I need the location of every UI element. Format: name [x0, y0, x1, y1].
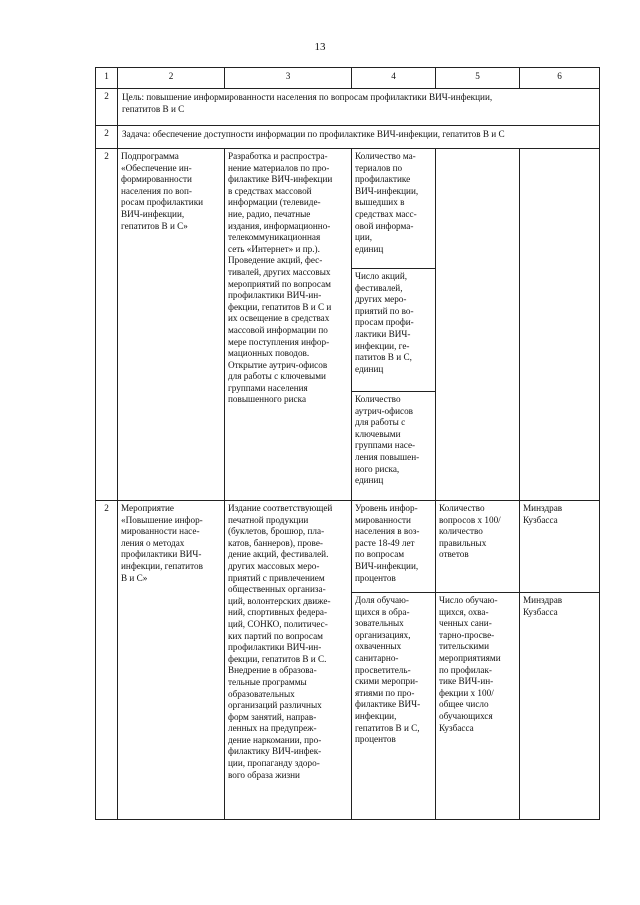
column-number: 1: [96, 68, 118, 89]
subprogram-activities: Разработка и распростра- нение материалов по про- филактике ВИЧ-инфекции в средствах массовой информации (телевиде- ние, радио, печатные издания, информационно- телекоммуникационная сеть «Интернет» и пр.). Проведение акций, фес- тивалей, других массовых мероприятий по вопросам профилактики ВИЧ-ин- фекции, гепатитов В и С и их освещение в средствах массовой информации по мере поступления инфор- мационных поводов. Открытие аутрич-офисов для работы с ключевыми группами населения повышенного риска: [225, 149, 352, 501]
empty-cell: [520, 149, 600, 501]
subprogram-name: Подпрограмма «Обеспечение ин- формированности населения по воп- росам профилактики ВИЧ-инфекции, гепатитов В и С»: [118, 149, 225, 501]
source-students-share: Минздрав Кузбасса: [520, 593, 600, 820]
task-text: Задача: обеспечение доступности информации по профилактике ВИЧ-инфекции, гепатитов В и С: [118, 126, 600, 149]
measure-name: Мероприятие «Повышение инфор- мированности насе- ления о методах профилактики ВИЧ- инфекции, гепатитов В и С»: [118, 501, 225, 820]
indicator-events: Число акций, фестивалей, других меро- приятий по во- просам профи- лактики ВИЧ- инфекции, ге- патитов В и С, единиц: [352, 269, 436, 392]
measure-activities: Издание соответствующей печатной продукции (буклетов, брошюр, пла- катов, баннеров), прове- дение акций, фестивалей. других массовых меро- приятий с привлечением общественных организа- ций, волонтерских движе- ний, спортивных федера- ций, СОНКО, политичес- ких партий по вопросам профилактики ВИЧ-ин- фекции, гепатитов В и С. Внедрение в образова- тельные программы образовательных организаций различных форм занятий, направ- ленных на предупреж- дение наркомании, про- филактику ВИЧ-инфек- ции, пропаганду здоро- вого образа жизни: [225, 501, 352, 820]
row-number: 2: [96, 89, 118, 126]
source-awareness: Минздрав Кузбасса: [520, 501, 600, 593]
indicator-outreach-offices: Количество аутрич-офисов для работы с ключевыми группами насе- ления повышен- ного риска, единиц: [352, 392, 436, 501]
subprogram-row-1: [96, 149, 600, 269]
formula-awareness: Количество вопросов x 100/ количество правильных ответов: [436, 501, 520, 593]
column-number: 3: [225, 68, 352, 89]
column-number: 2: [118, 68, 225, 89]
column-number: 4: [352, 68, 436, 89]
row-number: 2: [96, 126, 118, 149]
empty-cell: [436, 149, 520, 501]
row-number: 2: [96, 501, 118, 820]
task-row: [96, 126, 600, 149]
indicator-awareness: Уровень инфор- мированности населения в воз- расте 18-49 лет по вопросам ВИЧ-инфекции, процентов: [352, 501, 436, 593]
formula-students-share: Число обучаю- щихся, охва- ченных сани- тарно-просве- тительскими мероприятиями по профилак- тике ВИЧ-ин- фекции x 100/ общее число обучающихся Кузбасса: [436, 593, 520, 820]
measure-row-1: [96, 501, 600, 593]
indicators-table: [95, 67, 600, 820]
page-number: 13: [314, 41, 326, 53]
column-number: 5: [436, 68, 520, 89]
goal-text: Цель: повышение информированности населения по вопросам профилактики ВИЧ-инфекции, гепатитов В и С: [118, 89, 600, 126]
indicator-materials: Количество ма- териалов по профилактике ВИЧ-инфекции, вышедших в средствах масс- овой информа- ции, единиц: [352, 149, 436, 269]
goal-row: [96, 89, 600, 126]
column-number-row: [96, 68, 600, 89]
column-number: 6: [520, 68, 600, 89]
row-number: 2: [96, 149, 118, 501]
indicator-students-share: Доля обучаю- щихся в обра- зовательных организациях, охваченных санитарно- просветитель- скими меропри- ятиями по про- филактике ВИЧ- инфекции, гепатитов В и С, процентов: [352, 593, 436, 820]
